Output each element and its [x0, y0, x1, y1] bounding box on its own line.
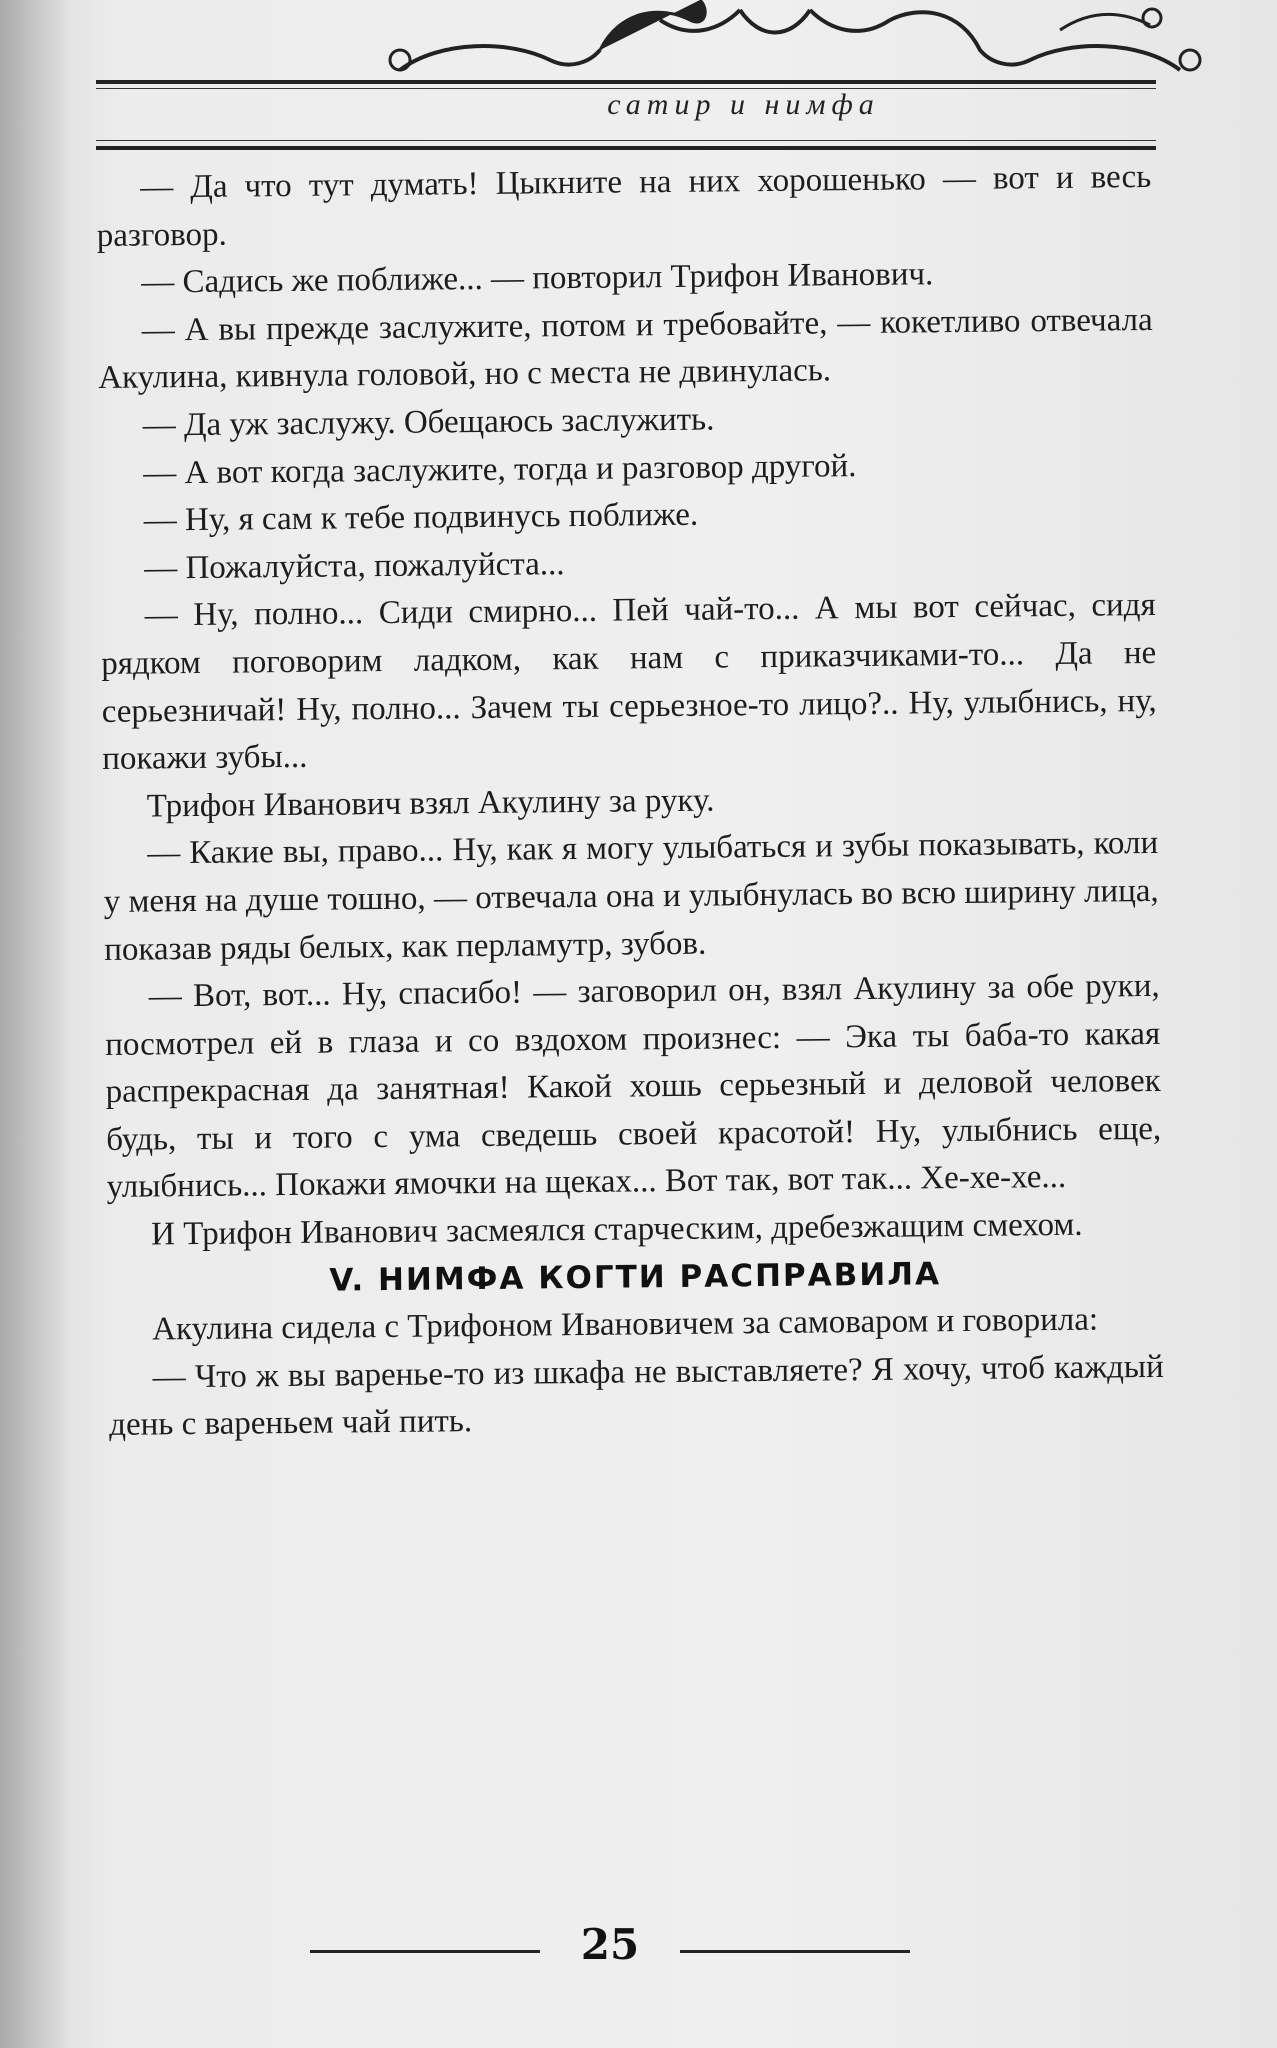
footer-rule-right	[680, 1950, 910, 1953]
section-heading: V. НИМФА КОГТИ РАСПРАВИЛА	[329, 1255, 942, 1299]
paragraph: — Вот, вот... Ну, спасибо! — заговорил он, взял Акулину за обе руки, посмотрел ей в глаза и со вздохом произнес: — Эка ты баба-то какая распрекрасная да занятная! Какой хошь серьезный и деловой человек будь, ты и того с ума сведешь своей красотой! Ну, улыбнись еще, улыбнись... Покажи ямочки на щеках... Вот так, вот так... Хе-хе-хе...	[105, 968, 1162, 1206]
footer-rule-left	[310, 1950, 540, 1953]
paragraph: И Трифон Иванович засмеялся старческим, дребезжащим смехом.	[151, 1206, 1083, 1253]
header-rule-lower	[96, 146, 1156, 150]
paragraph: — Пожалуйста, пожалуйста...	[144, 545, 565, 587]
paragraph: — Садись же поближе... — повторил Трифон Иванович.	[141, 256, 934, 301]
page-gutter-shadow	[0, 0, 70, 2048]
paragraph: — А вы прежде заслужите, потом и требовайте, — кокетливо отвечала Акулина, кивнула головой, но с места не двинулась.	[98, 301, 1153, 397]
paragraph: — Ну, полно... Сиди смирно... Пей чай-то... А мы вот сейчас, сидя рядком поговорим ладком, как нам с приказчиками-то... Да не серьезничай! Ну, полно... Зачем ты серьезное-то лицо?.. Ну, улыбнись, ну, покажи зубы...	[101, 587, 1157, 778]
page-footer	[300, 1920, 940, 1980]
paragraph: — Да что тут думать! Цыкните на них хорошенько — вот и весь разговор.	[96, 158, 1152, 254]
header-rule-lower-thin	[96, 140, 1156, 141]
paragraph: — Что ж вы варенье-то из шкафа не выставляете? Я хочу, чтоб каждый день с вареньем чай пить.	[109, 1348, 1164, 1444]
paragraph: Акулина сидела с Трифоном Ивановичем за самоваром и говорила:	[152, 1301, 1099, 1348]
paragraph: — Какие вы, право... Ну, как я могу улыбаться и зубы показывать, коли у меня на душе тошно, — отвечала она и улыбнулась во всю ширину лица, показав ряды белых, как перламутр, зубов.	[103, 825, 1159, 968]
header-rule-upper	[96, 80, 1156, 84]
paragraph: — Ну, я сам к тебе подвинусь поближе.	[143, 496, 699, 539]
header-ornament	[360, 0, 1240, 80]
paragraph: — Да уж заслужу. Обещаюсь заслужить.	[142, 401, 715, 444]
page-number: 25	[580, 1920, 640, 1969]
running-head	[0, 88, 1277, 134]
paragraph: — А вот когда заслужите, тогда и разговор другой.	[143, 447, 857, 492]
body-text	[96, 154, 1164, 1450]
paragraph: Трифон Иванович взял Акулину за руку.	[146, 782, 715, 825]
running-head-title: сатир и нимфа	[607, 88, 880, 121]
